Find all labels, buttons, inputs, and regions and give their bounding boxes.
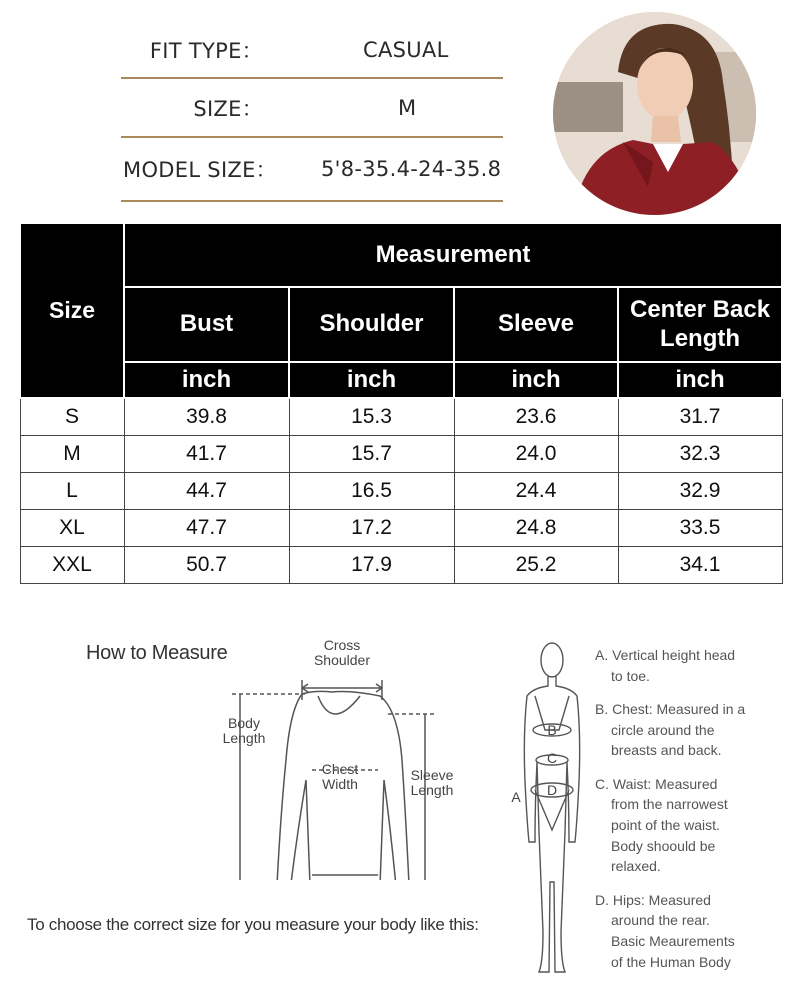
- bust-cell: 41.7: [124, 435, 289, 472]
- size-cell: M: [20, 435, 124, 472]
- size-cell: S: [20, 398, 124, 435]
- unit-header: inch: [289, 362, 454, 398]
- table-row: [20, 435, 782, 472]
- sleeve-cell: 23.6: [454, 398, 618, 435]
- shoulder-cell: 15.3: [289, 398, 454, 435]
- how-to-measure-title: How to Measure: [86, 642, 228, 664]
- fit-row-fit-type: [121, 22, 503, 79]
- sleeve-length-label: Sleeve Length: [410, 767, 454, 799]
- column-header-shoulder: Shoulder: [289, 287, 454, 362]
- shoulder-cell: 17.2: [289, 509, 454, 546]
- body-length-label: Body Length: [222, 715, 266, 747]
- table-row: [20, 398, 782, 435]
- center-back-length-cell: 34.1: [618, 546, 782, 583]
- center-back-length-cell: 32.9: [618, 472, 782, 509]
- unit-header: inch: [124, 362, 289, 398]
- model-photo: [553, 12, 756, 215]
- bust-cell: 44.7: [124, 472, 289, 509]
- legend-item-a: A. Vertical height head to toe.: [595, 647, 736, 684]
- model-size-label: MODEL SIZE：: [123, 158, 277, 182]
- how-to-measure-section: [0, 610, 800, 1000]
- shoulder-cell: 17.9: [289, 546, 454, 583]
- fit-type-value: CASUAL: [363, 37, 449, 62]
- body-diagram: [505, 632, 595, 982]
- size-column-header: Size: [20, 223, 124, 398]
- column-header-center-back-length: Center Back Length: [618, 287, 782, 362]
- body-marker-d: D: [546, 782, 558, 798]
- fit-info: [121, 22, 503, 202]
- body-marker-a: A: [511, 789, 521, 805]
- shoulder-cell: 15.7: [289, 435, 454, 472]
- measure-instruction-note: To choose the correct size for you measure your body like this:: [27, 915, 479, 934]
- bust-cell: 47.7: [124, 509, 289, 546]
- size-value: M: [398, 95, 417, 120]
- sleeve-cell: 24.0: [454, 435, 618, 472]
- size-chart-table: [19, 222, 783, 584]
- column-header-bust: Bust: [124, 287, 289, 362]
- column-header-sleeve: Sleeve: [454, 287, 618, 362]
- table-row: [20, 509, 782, 546]
- size-cell: L: [20, 472, 124, 509]
- cross-shoulder-label: Cross Shoulder: [313, 637, 371, 669]
- table-row: [20, 546, 782, 583]
- legend-item-c: C. Waist: Measured from the narrowest point of the waist. Body shoould be relaxed.: [595, 775, 728, 875]
- fit-row-model-size: [121, 138, 503, 202]
- center-back-length-cell: 33.5: [618, 509, 782, 546]
- measurement-header: Measurement: [124, 223, 782, 287]
- fit-type-label: FIT TYPE：: [149, 38, 263, 63]
- center-back-length-cell: 31.7: [618, 398, 782, 435]
- shoulder-cell: 16.5: [289, 472, 454, 509]
- sleeve-cell: 24.4: [454, 472, 618, 509]
- sleeve-cell: 24.8: [454, 509, 618, 546]
- model-photo-illustration: [553, 12, 756, 215]
- bust-cell: 39.8: [124, 398, 289, 435]
- model-size-value: 5'8-35.4-24-35.8: [321, 157, 502, 181]
- body-marker-b: B: [547, 722, 557, 738]
- legend-item-b: B. Chest: Measured in a circle around the breasts and back.: [595, 701, 746, 759]
- chest-width-label: Chest Width: [321, 761, 359, 793]
- unit-header: inch: [618, 362, 782, 398]
- center-back-length-cell: 32.3: [618, 435, 782, 472]
- unit-header: inch: [454, 362, 618, 398]
- size-label: SIZE：: [193, 96, 263, 121]
- sleeve-cell: 25.2: [454, 546, 618, 583]
- size-cell: XL: [20, 509, 124, 546]
- legend-item-d: D. Hips: Measured around the rear. Basic Meaurements of the Human Body: [595, 891, 735, 970]
- fit-row-size: [121, 79, 503, 138]
- body-marker-c: C: [546, 750, 558, 766]
- bust-cell: 50.7: [124, 546, 289, 583]
- table-row: [20, 472, 782, 509]
- size-cell: XXL: [20, 546, 124, 583]
- measurement-legend: [595, 645, 795, 985]
